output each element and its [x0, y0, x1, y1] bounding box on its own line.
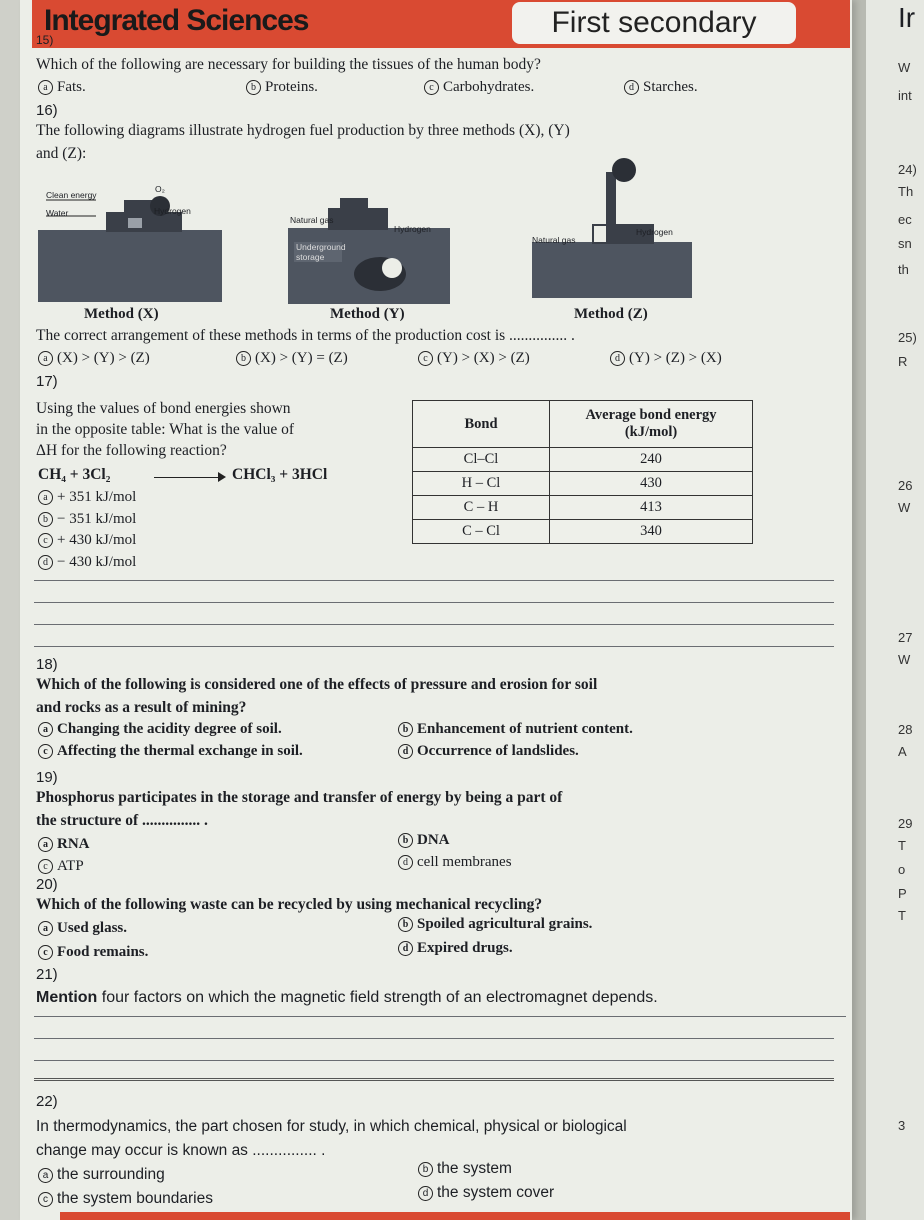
margin-fragment: int: [898, 88, 912, 103]
answer-line[interactable]: [34, 1016, 846, 1017]
option-d-icon: d: [418, 1186, 433, 1201]
q18-text-line2: and rocks as a result of mining?: [36, 699, 247, 716]
grade-label: First secondary: [512, 2, 796, 44]
ground-block: [38, 230, 222, 302]
q15-number: 15): [36, 33, 54, 47]
margin-fragment: o: [898, 862, 906, 877]
margin-fragment: R: [898, 354, 908, 369]
bond-energy-table: [412, 400, 753, 544]
plant-door: [594, 226, 606, 242]
table-row: [413, 520, 753, 544]
option-d-icon: d: [38, 555, 53, 570]
reaction-arrowhead-icon: [218, 472, 226, 482]
bond-cell: C – Cl: [413, 520, 550, 544]
margin-fragment: T: [898, 908, 906, 923]
smokestack: [606, 172, 616, 226]
q16-option-a[interactable]: [38, 350, 150, 367]
q19-option-b[interactable]: [398, 832, 450, 849]
margin-fragment: 26: [898, 478, 913, 493]
option-text: Starches.: [643, 79, 698, 95]
q15-option-a[interactable]: [38, 79, 86, 96]
option-c-icon: c: [418, 351, 433, 366]
subject-title: Integrated Sciences: [44, 4, 309, 37]
q17-option-a[interactable]: [38, 489, 136, 506]
option-c-icon: c: [38, 1192, 53, 1207]
energy-cell: 413: [550, 496, 753, 520]
page-gutter: [852, 0, 866, 1220]
q18-text-line1: Which of the following is considered one of the effects of pressure and erosion for soil: [36, 676, 598, 693]
option-d-icon: d: [398, 941, 413, 956]
q20-text: Which of the following waste can be recycled by using mechanical recycling?: [36, 896, 543, 913]
margin-fragment: 3: [898, 1118, 906, 1133]
margin-fragment: ec: [898, 212, 912, 227]
bond-column-header: Bond: [413, 401, 550, 448]
q17-line1: Using the values of bond energies shown: [36, 400, 291, 417]
margin-fragment: th: [898, 262, 909, 277]
option-a-icon: a: [38, 837, 53, 852]
answer-line[interactable]: [34, 602, 834, 603]
q18-option-a[interactable]: [38, 721, 282, 738]
option-b-icon: b: [236, 351, 251, 366]
q15-option-b[interactable]: [246, 79, 318, 96]
answer-line[interactable]: [34, 624, 834, 625]
option-text: + 351 kJ/mol: [57, 489, 137, 505]
q16-option-b[interactable]: [236, 350, 348, 367]
option-text: Used glass.: [57, 920, 128, 936]
q20-option-b[interactable]: [398, 916, 592, 933]
option-a-icon: a: [38, 722, 53, 737]
answer-line[interactable]: [34, 580, 834, 581]
option-text: the surrounding: [57, 1166, 165, 1183]
q20-number: 20): [36, 876, 58, 893]
option-b-icon: b: [38, 512, 53, 527]
margin-fragment: Th: [898, 184, 914, 199]
option-text: (X) > (Y) > (Z): [57, 350, 150, 366]
option-a-icon: a: [38, 921, 53, 936]
q21-verb: Mention: [36, 989, 98, 1006]
plant-tower: [124, 200, 154, 214]
q22-option-d[interactable]: [418, 1184, 554, 1202]
storage-cavern-highlight: [382, 258, 402, 278]
option-b-icon: b: [246, 80, 261, 95]
ground-block: [532, 242, 692, 298]
option-text: Occurrence of landslides.: [417, 743, 579, 759]
q20-option-c[interactable]: [38, 944, 148, 961]
bond-cell: Cl–Cl: [413, 448, 550, 472]
answer-line[interactable]: [34, 1060, 834, 1061]
method-z-label: Method (Z): [574, 306, 648, 322]
option-text: DNA: [417, 832, 450, 848]
footer-stripe: [60, 1212, 850, 1220]
table-header-row: [413, 401, 753, 448]
table-row: [413, 496, 753, 520]
method-y-hydrogen: Hydrogen: [394, 224, 431, 234]
option-a-icon: a: [38, 1168, 53, 1183]
method-x-label: Method (X): [84, 306, 159, 322]
option-c-icon: c: [38, 533, 53, 548]
q16-text-line2: and (Z):: [36, 145, 87, 162]
option-a-icon: a: [38, 351, 53, 366]
q17-option-d[interactable]: [38, 554, 136, 571]
method-x-o2: O₂: [155, 184, 165, 194]
q19-option-d[interactable]: [398, 854, 512, 871]
bond-cell: H – Cl: [413, 472, 550, 496]
option-b-icon: b: [418, 1162, 433, 1177]
option-text: Expired drugs.: [417, 940, 513, 956]
q18-option-b[interactable]: [398, 721, 633, 738]
q22-option-b[interactable]: [418, 1160, 512, 1178]
option-text: Food remains.: [57, 944, 149, 960]
energy-cell: 240: [550, 448, 753, 472]
margin-fragment: 28: [898, 722, 913, 737]
option-text: Carbohydrates.: [443, 79, 535, 95]
plant-tower: [340, 198, 368, 210]
option-text: (Y) > (Z) > (X): [629, 350, 722, 366]
option-a-icon: a: [38, 80, 53, 95]
option-text: RNA: [57, 836, 90, 852]
margin-fragment: T: [898, 838, 906, 853]
q18-number: 18): [36, 656, 58, 673]
q16-number: 16): [36, 102, 58, 119]
option-text: the system boundaries: [57, 1190, 213, 1207]
option-d-icon: d: [624, 80, 639, 95]
option-text: (X) > (Y) = (Z): [255, 350, 348, 366]
option-b-icon: b: [398, 833, 413, 848]
reaction-arrow-icon: [154, 477, 224, 478]
next-page-title-fragment: Ir: [898, 2, 916, 33]
option-text: − 351 kJ/mol: [57, 511, 137, 527]
q17-line3: ΔH for the following reaction?: [36, 442, 227, 459]
q21-text: [36, 989, 658, 1007]
q21-text-rest: four factors on which the magnetic field strength of an electromagnet depends.: [97, 989, 658, 1006]
energy-cell: 340: [550, 520, 753, 544]
margin-fragment: W: [898, 500, 911, 515]
answer-line[interactable]: [34, 646, 834, 647]
q15-text: Which of the following are necessary for building the tissues of the human body?: [36, 56, 541, 73]
q17-equation-right: CHCl₃ + 3HCl: [232, 466, 328, 483]
option-text: the system: [437, 1160, 512, 1177]
option-text: ATP: [57, 858, 84, 874]
option-text: Changing the acidity degree of soil.: [57, 721, 282, 737]
q19-option-c[interactable]: [38, 858, 84, 875]
section-divider: [34, 1078, 834, 1081]
q18-option-d[interactable]: [398, 743, 579, 760]
option-text: + 430 kJ/mol: [57, 532, 137, 548]
margin-fragment: 25): [898, 330, 917, 345]
q19-option-a[interactable]: [38, 836, 90, 853]
plant-building: [328, 208, 388, 230]
q18-option-c[interactable]: [38, 743, 303, 760]
energy-cell: 430: [550, 472, 753, 496]
method-x-hydrogen: Hydrogen: [154, 206, 191, 216]
option-b-icon: b: [398, 917, 413, 932]
table-row: [413, 472, 753, 496]
table-row: [413, 448, 753, 472]
q20-option-d[interactable]: [398, 940, 513, 957]
margin-fragment: P: [898, 886, 907, 901]
bond-cell: C – H: [413, 496, 550, 520]
option-text: the system cover: [437, 1184, 555, 1201]
margin-fragment: 27: [898, 630, 913, 645]
margin-fragment: W: [898, 652, 911, 667]
margin-fragment: W: [898, 60, 911, 75]
q22-option-a[interactable]: [38, 1166, 165, 1184]
q16-option-c[interactable]: [418, 350, 530, 367]
option-text: Enhancement of nutrient content.: [417, 721, 633, 737]
q17-line2: in the opposite table: What is the value of: [36, 421, 294, 438]
q19-text-line1: Phosphorus participates in the storage and transfer of energy by being a part of: [36, 789, 563, 806]
option-c-icon: c: [424, 80, 439, 95]
q17-option-c[interactable]: [38, 532, 136, 549]
option-text: (Y) > (X) > (Z): [437, 350, 530, 366]
q22-text-line2: change may occur is known as ............... .: [36, 1142, 326, 1159]
option-c-icon: c: [38, 744, 53, 759]
option-d-icon: d: [398, 855, 413, 870]
q22-text-line1: In thermodynamics, the part chosen for study, in which chemical, physical or biological: [36, 1118, 627, 1135]
option-c-icon: c: [38, 859, 53, 874]
q22-option-c[interactable]: [38, 1190, 213, 1208]
adjacent-page: [866, 0, 924, 1220]
q15-option-d[interactable]: [624, 79, 698, 96]
option-d-icon: d: [398, 744, 413, 759]
method-z-natural-gas: Natural gas: [532, 235, 576, 245]
q19-number: 19): [36, 769, 58, 786]
q19-text-line2: the structure of ............... .: [36, 812, 208, 829]
emission-cloud-icon: [612, 158, 636, 182]
method-z-hydrogen: Hydrogen: [636, 227, 673, 237]
q16-question: The correct arrangement of these methods in terms of the production cost is ............... .: [36, 327, 575, 344]
margin-fragment: A: [898, 744, 907, 759]
option-text: cell membranes: [417, 854, 512, 870]
plant-window: [128, 218, 142, 228]
option-text: Spoiled agricultural grains.: [417, 916, 593, 932]
q17-number: 17): [36, 373, 58, 390]
option-text: Proteins.: [265, 79, 318, 95]
q17-equation-left: CH₄ + 3Cl₂: [38, 466, 111, 483]
option-text: Fats.: [57, 79, 86, 95]
q20-option-a[interactable]: [38, 920, 127, 937]
method-x-clean-energy: Clean energy: [46, 190, 97, 200]
q16-option-d[interactable]: [610, 350, 722, 367]
q16-text-line1: The following diagrams illustrate hydrogen fuel production by three methods (X), (Y): [36, 122, 570, 139]
option-d-icon: d: [610, 351, 625, 366]
option-a-icon: a: [38, 490, 53, 505]
q21-number: 21): [36, 966, 58, 983]
margin-fragment: sn: [898, 236, 912, 251]
q22-number: 22): [36, 1093, 58, 1110]
energy-header-line1: Average bond energy: [585, 407, 717, 423]
answer-line[interactable]: [34, 1038, 834, 1039]
method-x-water: Water: [46, 208, 69, 218]
energy-column-header: [550, 401, 753, 448]
option-c-icon: c: [38, 945, 53, 960]
method-y-natural-gas: Natural gas: [290, 215, 334, 225]
option-text: Affecting the thermal exchange in soil.: [57, 743, 303, 759]
margin-fragment: 24): [898, 162, 917, 177]
energy-header-line2: (kJ/mol): [624, 424, 678, 440]
method-y-label: Method (Y): [330, 306, 405, 322]
option-text: − 430 kJ/mol: [57, 554, 137, 570]
option-b-icon: b: [398, 722, 413, 737]
method-y-storage: Underground storage: [296, 242, 346, 262]
q15-option-c[interactable]: [424, 79, 534, 96]
margin-fragment: 29: [898, 816, 913, 831]
q17-option-b[interactable]: [38, 511, 136, 528]
